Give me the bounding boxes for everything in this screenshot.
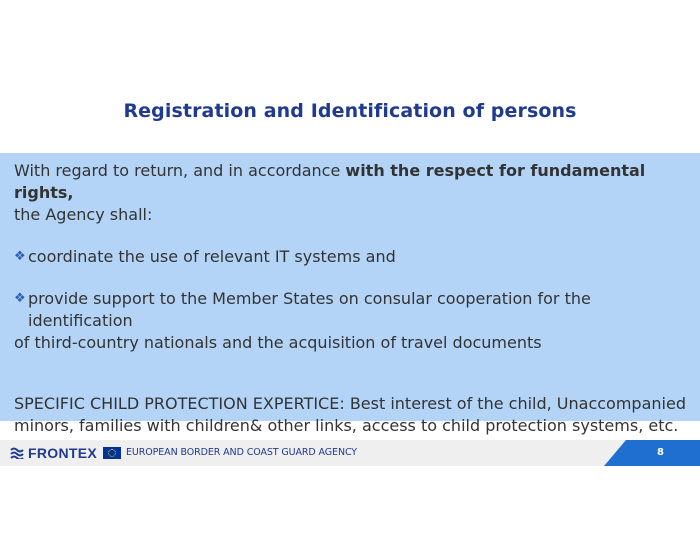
intro-paragraph: [14, 160, 692, 226]
intro-bold: with the respect for fundamental rights,: [14, 161, 646, 202]
content-box: [0, 153, 700, 435]
bullet-text-continuation: of third-country nationals and the acquisition of travel documents: [14, 333, 542, 352]
frontex-logo: [10, 445, 97, 461]
bullet-item-it-systems: [14, 246, 692, 268]
bullet-item-consular-support: [14, 288, 692, 332]
bullet-text: provide support to the Member States on consular cooperation for the identification: [28, 289, 591, 330]
diamond-bullet-icon: ❖: [14, 291, 26, 306]
logo-text: FRONTEX: [28, 445, 97, 461]
child-protection-line-2: minors, families with children& other links, access to child protection systems, etc.: [14, 416, 679, 435]
diamond-bullet-icon: ❖: [14, 249, 26, 264]
page-number: 8: [657, 447, 664, 458]
frontex-wave-icon: [10, 447, 24, 459]
child-protection-paragraph: [14, 393, 692, 437]
intro-prefix: With regard to return, and in accordance: [14, 161, 346, 180]
page-number-tab: [604, 440, 700, 466]
child-protection-line-1: SPECIFIC CHILD PROTECTION EXPERTICE: Best interest of the child, Unaccompanied: [14, 394, 686, 413]
eu-flag-icon: [103, 447, 121, 459]
intro-suffix: the Agency shall:: [14, 205, 153, 224]
footer-bar: [0, 440, 700, 466]
slide-title: Registration and Identification of persons: [123, 100, 577, 122]
bullet-text: coordinate the use of relevant IT systems and: [28, 247, 396, 266]
agency-name: EUROPEAN BORDER AND COAST GUARD AGENCY: [126, 447, 358, 458]
